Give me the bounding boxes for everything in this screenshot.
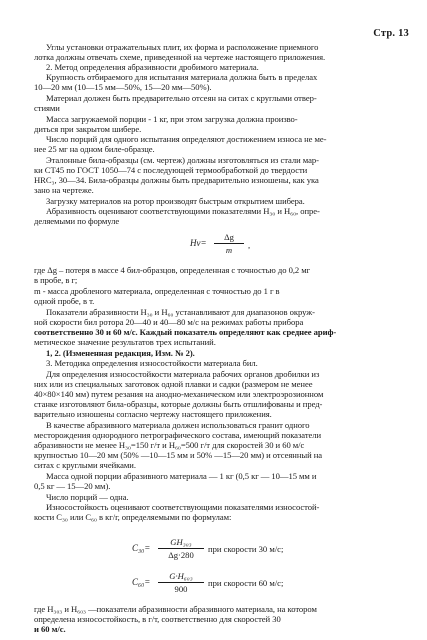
fraction-bar bbox=[158, 548, 204, 549]
text-line: m - масса дробленого материала, определенная с точностью до 1 г в bbox=[34, 286, 280, 296]
text-line: месторождения однородного петрографического состава, имеющий показатели bbox=[34, 430, 322, 440]
fraction-bar bbox=[158, 582, 204, 583]
text-line: ситах с круглыми ячейками. bbox=[34, 460, 136, 470]
text-line: 2. Метод определения абразивности дробимого материала. bbox=[46, 62, 259, 72]
formula-c60-condition: при скорости 60 м/с; bbox=[208, 578, 284, 588]
formula-hv-fraction bbox=[214, 232, 244, 255]
text-line: соответственно 30 и 60 м/с. Каждый показатель определяют как среднее ариф- bbox=[34, 327, 337, 337]
text-line: 40×80×140 мм) путем резания на анодно-механическом или электроэрозионном bbox=[34, 389, 324, 399]
text-line: абразивности не менее H₃₀=150 г/т и H₆₀=500 г/т для скоростей 30 и 60 м/с bbox=[34, 440, 305, 450]
text-line: Показатели абразивности H₃₀ и H₆₀ устанавливают для диапазонов окруж- bbox=[46, 307, 315, 317]
formula-hv-tail: , bbox=[248, 240, 251, 250]
section-heading: 3. Методика определения износостойкости материала бил. bbox=[46, 358, 258, 368]
text-line: лотка должны отвечать схеме, приведенной на чертеже настоящего приложения. bbox=[34, 52, 326, 62]
formula-hv-denominator: m bbox=[225, 245, 233, 255]
text-line: определена износостойкость, в г/т, соответственно для скоростей 30 bbox=[34, 614, 281, 624]
text-line: Абразивность оценивают соответствующими показателями H₃₀ и H₆₀, опре- bbox=[46, 206, 320, 216]
text-line: ной скорости бил ротора 20—40 и 40—80 м/с на режимах работы прибора bbox=[34, 317, 304, 327]
text-line: HRC₃, 30—34. Била-образцы должны быть предварительно изношены, как ука bbox=[34, 175, 319, 185]
text-line: нее 25 мг на одном биле-образце. bbox=[34, 144, 155, 154]
page-number: Стр. 13 bbox=[373, 28, 409, 39]
text-line: крупностью 10—20 мм (50% —10—15 мм и 50% —15—20 мм) и отсеянный на bbox=[34, 450, 323, 460]
formula-c30-fraction bbox=[158, 537, 204, 560]
text-line: Масса загружаемой порции - 1 кг, при этом загрузка должна произво- bbox=[46, 114, 298, 124]
text-line: Для определения износостойкости материала рабочих органов дробилки из bbox=[46, 369, 320, 379]
formula-c60-lhs: C₆₀= bbox=[132, 577, 151, 587]
text-line: стиями bbox=[34, 103, 60, 113]
formula-hv-numerator: Δg bbox=[224, 232, 234, 242]
text-line: диться при закрытом шибере. bbox=[34, 124, 142, 134]
formula-c30-numerator: GH₃₀₃ bbox=[170, 537, 192, 547]
text-line: 10—20 мм (10—15 мм—50%, 15—20 мм—50%). bbox=[34, 82, 212, 92]
text-line: варительно изношены согласно чертежу настоящего приложения. bbox=[34, 409, 272, 419]
text-line: и 60 м/с. bbox=[34, 624, 66, 634]
text-line: Материал должен быть предварительно отсеян на ситах с круглыми отвер- bbox=[46, 93, 317, 103]
text-line: ки СТ45 по ГОСТ 1050—74 с последующей термообработкой до твердости bbox=[34, 165, 308, 175]
text-line: Число порций для одного испытания определяют достижением износа не ме- bbox=[46, 134, 327, 144]
formula-c30-denominator: Δg·280 bbox=[168, 550, 194, 560]
text-line: В качестве абразивного материала должен использоваться гранит одного bbox=[46, 420, 310, 430]
text-line: Загрузку материалов на ротор производят быстрым открытием шибера. bbox=[46, 196, 305, 206]
formula-hv-lhs: Hv= bbox=[190, 238, 207, 248]
text-line: где H₃₀₃ и H₆₀₃ —показатели абразивности абразивного материала, на котором bbox=[34, 604, 317, 614]
formula-c60-fraction bbox=[158, 571, 204, 594]
formula-c60-numerator: G·H₆₀₃ bbox=[169, 571, 193, 581]
fraction-bar bbox=[214, 243, 244, 244]
text-line: 0,5 кг — 15—20 мм). bbox=[34, 481, 111, 491]
text-line: Крупность отбираемого для испытания материала должна быть в пределах bbox=[46, 72, 318, 82]
text-line: Число порций — одна. bbox=[46, 492, 129, 502]
formula-c30-lhs: C₃₀= bbox=[132, 543, 151, 553]
text-line: кости C₃₀ или C₆₀ в кг/г, определяемыми по формулам: bbox=[34, 512, 232, 522]
formula-c30-condition: при скорости 30 м/с; bbox=[208, 544, 284, 554]
text-line: одной пробе, в т. bbox=[34, 296, 95, 306]
text-line: Эталонные била-образцы (см. чертеж) должны изготовляться из стали мар- bbox=[46, 155, 319, 165]
text-line: Углы установки отражательных плит, их форма и расположение приемного bbox=[46, 42, 319, 52]
text-line: в пробе, в г; bbox=[34, 275, 78, 285]
text-line: метическое значение результатов трех испытаний. bbox=[34, 337, 216, 347]
text-line: Масса одной порции абразивного материала — 1 кг (0,5 кг — 10—15 мм и bbox=[46, 471, 317, 481]
text-line: Износостойкость оценивают соответствующими показателями износостой- bbox=[46, 502, 320, 512]
text-line: них или из специальных заготовок одной плавки и садки (размером не менее bbox=[34, 379, 313, 389]
text-line: станке изготовляют била-образцы, которые должны быть отшлифованы и пред- bbox=[34, 399, 323, 409]
formula-c60-denominator: 900 bbox=[174, 584, 188, 594]
text-line: зано на чертеже. bbox=[34, 185, 94, 195]
text-line: деляемыми по формуле bbox=[34, 216, 120, 226]
amendment-note: 1, 2. (Измененная редакция, Изм. № 2). bbox=[46, 348, 195, 358]
text-line: где Δg – потеря в массе 4 бил-образцов, определенная с точностью до 0,2 мг bbox=[34, 265, 311, 275]
